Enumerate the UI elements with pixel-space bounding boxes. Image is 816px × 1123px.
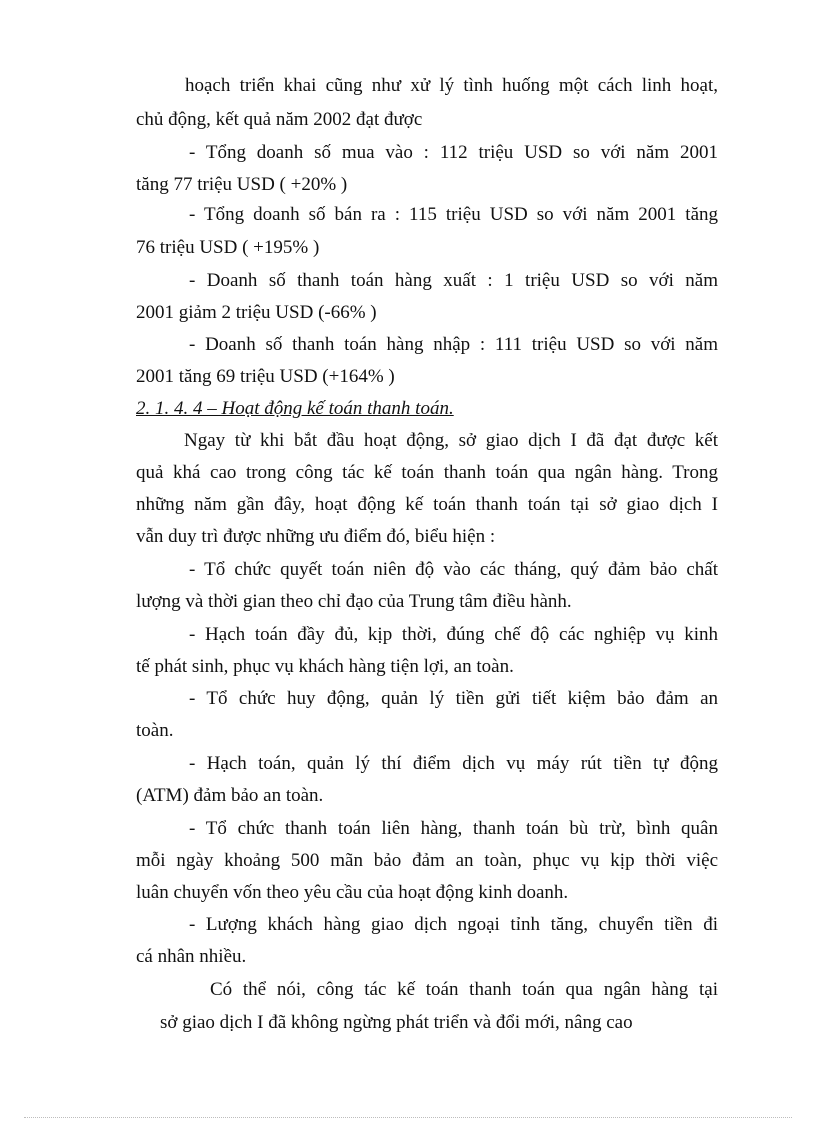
text-line: - Hạch toán đầy đủ, kịp thời, đúng chế độ các nghiệp vụ kinh (189, 624, 718, 645)
text-line: sở giao dịch I đã không ngừng phát triển và đổi mới, nâng cao (160, 1012, 633, 1033)
text-line: - Doanh số thanh toán hàng xuất : 1 triệu USD so với năm (189, 270, 718, 291)
text-line: 2001 giảm 2 triệu USD (-66% ) (136, 302, 377, 323)
text-line: tăng 77 triệu USD ( +20% ) (136, 174, 348, 195)
page-bottom-divider (24, 1117, 792, 1118)
text-line: Ngay từ khi bắt đầu hoạt động, sở giao dịch I đã đạt được kết (184, 430, 718, 451)
text-line: toàn. (136, 720, 174, 741)
text-line: 76 triệu USD ( +195% ) (136, 237, 320, 258)
text-line: 2001 tăng 69 triệu USD (+164% ) (136, 366, 395, 387)
text-line: (ATM) đảm bảo an toàn. (136, 785, 324, 806)
text-line: những năm gần đây, hoạt động kế toán thanh toán tại sở giao dịch I (136, 494, 718, 515)
text-line: - Hạch toán, quản lý thí điểm dịch vụ máy rút tiền tự động (189, 753, 718, 774)
text-line: chủ động, kết quả năm 2002 đạt được (136, 109, 423, 130)
text-line: hoạch triển khai cũng như xử lý tình huống một cách linh hoạt, (185, 75, 718, 96)
text-line: - Tổ chức thanh toán liên hàng, thanh toán bù trừ, bình quân (189, 818, 718, 839)
text-line: mỗi ngày khoảng 500 mãn bảo đảm an toàn, phục vụ kịp thời việc (136, 850, 718, 871)
text-line: - Tổ chức huy động, quản lý tiền gửi tiết kiệm bảo đảm an (189, 688, 718, 709)
text-line: - Lượng khách hàng giao dịch ngoại tỉnh tăng, chuyển tiền đi (189, 914, 718, 935)
text-line: - Tổng doanh số mua vào : 112 triệu USD so với năm 2001 (189, 142, 718, 163)
text-line: - Doanh số thanh toán hàng nhập : 111 triệu USD so với năm (189, 334, 718, 355)
section-heading: 2. 1. 4. 4 – Hoạt động kế toán thanh toán. (136, 398, 454, 419)
text-line: - Tổ chức quyết toán niên độ vào các tháng, quý đảm bảo chất (189, 559, 718, 580)
text-line: vẫn duy trì được những ưu điểm đó, biểu hiện : (136, 526, 496, 547)
text-line: lượng và thời gian theo chỉ đạo của Trung tâm điều hành. (136, 591, 572, 612)
text-line: - Tổng doanh số bán ra : 115 triệu USD so với năm 2001 tăng (189, 204, 718, 225)
text-line: luân chuyển vốn theo yêu cầu của hoạt động kinh doanh. (136, 882, 569, 903)
text-line: tế phát sinh, phục vụ khách hàng tiện lợi, an toàn. (136, 656, 514, 677)
text-line: Có thể nói, công tác kế toán thanh toán qua ngân hàng tại (210, 979, 718, 1000)
text-line: cá nhân nhiều. (136, 946, 247, 967)
text-line: quả khá cao trong công tác kế toán thanh toán qua ngân hàng. Trong (136, 462, 718, 483)
